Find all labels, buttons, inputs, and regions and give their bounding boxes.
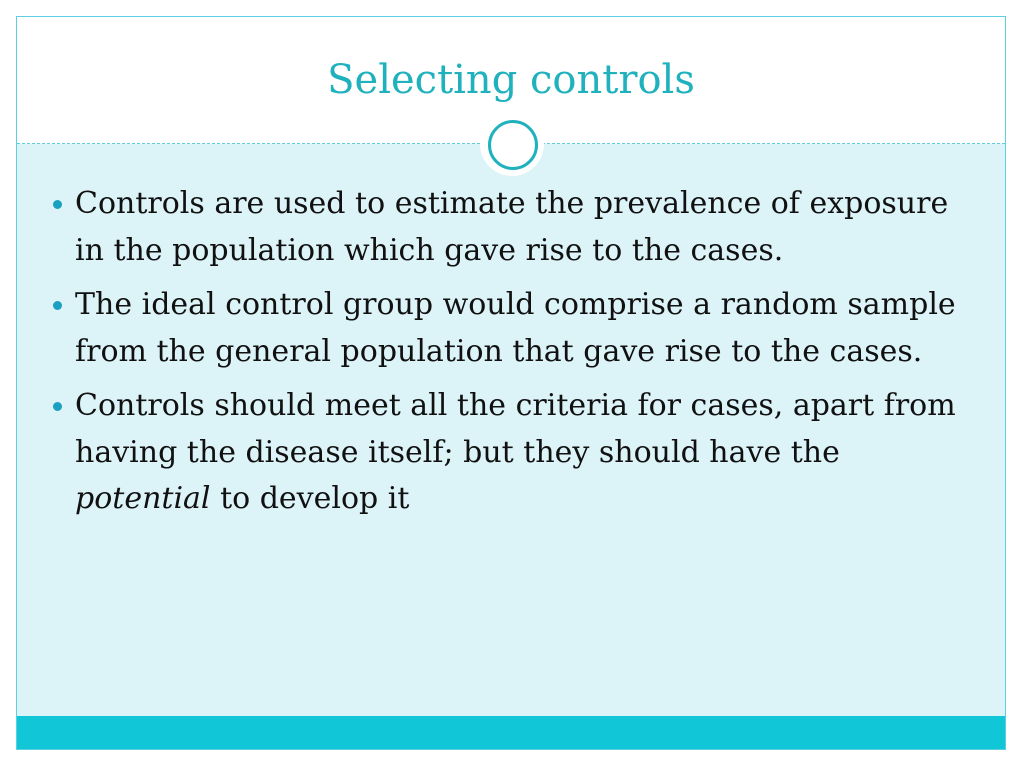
bullet-text-part: to develop it bbox=[210, 481, 410, 516]
bullet-text bbox=[75, 186, 948, 268]
slide-title: Selecting controls bbox=[327, 57, 695, 103]
bullet-emphasis: potential bbox=[75, 481, 211, 516]
bullet-text-part: The ideal control group would comprise a random sample from the general population that gave rise to the cases. bbox=[75, 287, 956, 369]
circle-ring-icon bbox=[488, 120, 538, 170]
bullet-text bbox=[75, 388, 956, 516]
slide bbox=[16, 16, 1006, 750]
bullet-dot-icon bbox=[53, 301, 62, 310]
bullet-text-part: Controls should meet all the criteria for cases, apart from having the disease itself; but they should have the bbox=[75, 388, 956, 470]
bullet-item bbox=[53, 181, 983, 274]
bullet-dot-icon bbox=[53, 402, 62, 411]
bullet-item bbox=[53, 282, 983, 375]
bullet-item bbox=[53, 383, 983, 523]
bottom-bar bbox=[17, 716, 1005, 750]
bullet-list bbox=[53, 181, 983, 531]
bullet-dot-icon bbox=[53, 200, 62, 209]
bullet-text-part: Controls are used to estimate the prevalence of exposure in the population which gave rise to the cases. bbox=[75, 186, 949, 268]
bullet-text bbox=[75, 287, 956, 369]
